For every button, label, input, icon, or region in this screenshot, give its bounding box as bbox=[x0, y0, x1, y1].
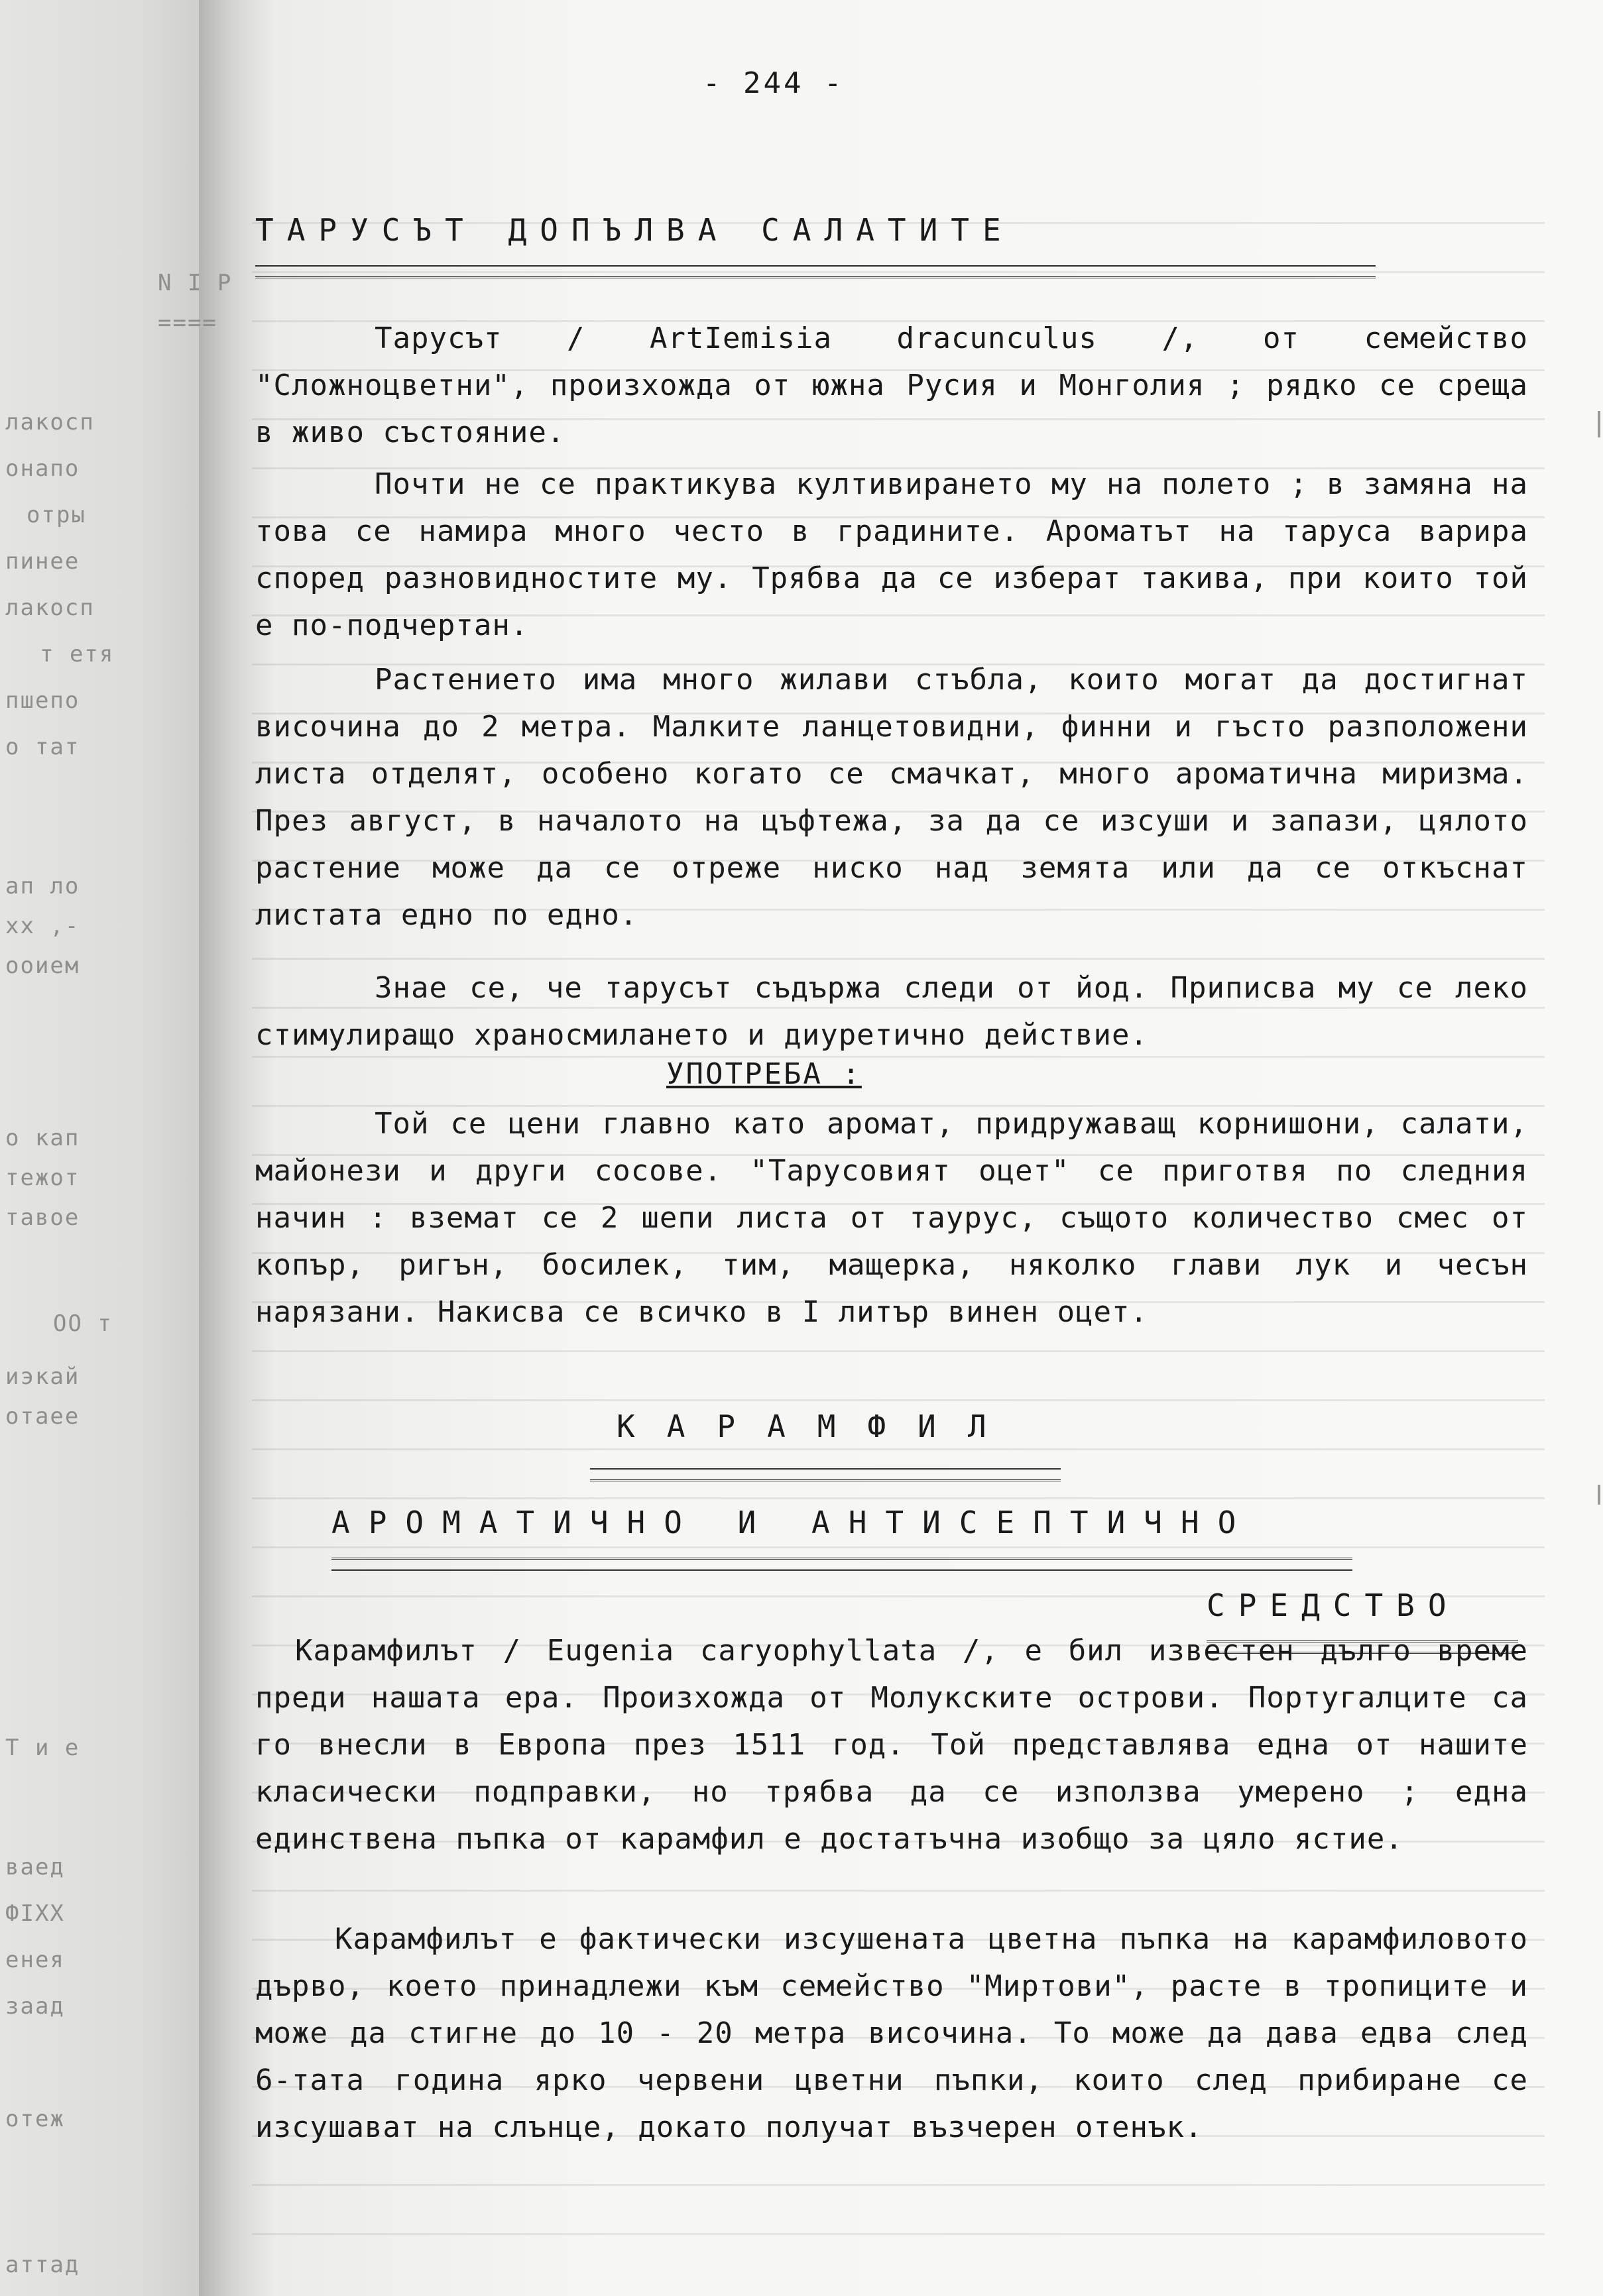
edge-fragment: лакосп bbox=[5, 595, 95, 621]
edge-fragment: Т и е bbox=[5, 1735, 80, 1761]
section-subtitle-line2: СРЕДСТВО bbox=[1207, 1587, 1460, 1623]
edge-fragment: тавое bbox=[5, 1204, 80, 1231]
edge-fragment: ап ло bbox=[5, 873, 80, 899]
usage-subheading: УПОТРЕБА : bbox=[666, 1057, 862, 1091]
edge-fragment: аттад bbox=[5, 2252, 80, 2278]
paragraph: Тарусът / ArtIemisia dracunculus /, от семейство "Сложноцветни", произхожда от южна Русия и Монголия ; рядко се среща в живо състояние. bbox=[255, 321, 1528, 449]
page-number: - 244 - bbox=[703, 66, 845, 100]
edge-fragment: лакосп bbox=[5, 409, 95, 435]
edge-fragment: ==== bbox=[158, 310, 217, 336]
section-title-tarragon: ТАРУСЪТ ДОПЪЛВА САЛАТИТЕ bbox=[255, 212, 1014, 248]
section-subtitle-line1: АРОМАТИЧНО И АНТИСЕПТИЧНО bbox=[331, 1505, 1255, 1540]
edge-fragment: ФIXX bbox=[5, 1900, 65, 1927]
edge-fragment: онапо bbox=[5, 455, 80, 482]
edge-fragment: заад bbox=[5, 1993, 65, 2020]
section-title-clove: КАРАМФИЛ bbox=[617, 1408, 1018, 1444]
edge-fragment: отаее bbox=[5, 1403, 80, 1430]
edge-fragment: пшепо bbox=[5, 687, 80, 714]
usage-paragraph: Той се цени главно като аромат, придружаващ корнишони, салати, майонези и други сосове. "Тарусовият оцет" се приготвя по следния начин : вземат се 2 шепи листа от таурус, същото количество смес от копър, ригън, босилек, тим, мащерка, няколко глави лук и чесън нарязани. Накисва се всичко в I литър винен оцет. bbox=[255, 1107, 1528, 1329]
subtitle-underline bbox=[331, 1558, 1352, 1571]
edge-fragment: иэкай bbox=[5, 1363, 80, 1390]
paragraph: Карамфилът е фактически изсушената цветна пъпка на карамфиловото дърво, което принадлежи към семейство "Миртови", расте в тропиците и може да стигне до 10 - 20 метра височина. То може да дава едва след 6-тата година ярко червени цветни пъпки, които след прибиране се изсушават на слънце, докато получат възчерен отенък. bbox=[255, 1922, 1528, 2144]
title-underline bbox=[255, 265, 1376, 278]
edge-fragment: т етя bbox=[40, 641, 115, 667]
edge-fragment: о тат bbox=[5, 734, 80, 760]
edge-fragment: хх ,- bbox=[5, 913, 80, 939]
edge-fragment: ваед bbox=[5, 1854, 65, 1880]
margin-mark bbox=[1598, 411, 1600, 437]
edge-fragment: отры bbox=[27, 502, 86, 528]
paragraph: Растението има много жилави стъбла, които могат да достигнат височина до 2 метра. Малките ланцетовидни, финни и гъсто разположени листа отделят, особено когато се смачкат, много ароматична миризма. През август, в началото на цъфтежа, за да се изсуши и запази, цялото растение може да се отреже ниско над земята или да се откъснат листата едно по едно. bbox=[255, 663, 1528, 932]
paragraph: Знае се, че тарусът съдържа следи от йод. Приписва му се леко стимулиращо храносмилането и диуретично действие. bbox=[255, 971, 1528, 1052]
paragraph: Карамфилът / Eugenia caryophyllata /, е бил известен дълго време преди нашата ера. Произхожда от Молукските острови. Португалците са го внесли в Европа през 1511 год. Той представлява една от нашите класически подправки, но трябва да се използва умерено ; една единствена пъпка от карамфил е достатъчна изобщо за цяло ястие. bbox=[255, 1634, 1528, 1856]
edge-fragment: N I P bbox=[158, 270, 233, 296]
edge-fragment: тежот bbox=[5, 1165, 80, 1191]
edge-fragment: ОО т bbox=[53, 1310, 113, 1337]
margin-mark bbox=[1598, 1485, 1600, 1505]
paragraph: Почти не се практикува култивирането му на полето ; в замяна на това се намира много често в градините. Ароматът на таруса варира според разновидностите му. Трябва да се изберат такива, при които той е по-подчертан. bbox=[255, 467, 1528, 642]
edge-fragment: ооием bbox=[5, 952, 80, 979]
edge-fragment: енея bbox=[5, 1947, 65, 1973]
edge-fragment: о кап bbox=[5, 1125, 80, 1151]
edge-fragment: пинее bbox=[5, 548, 80, 575]
edge-fragment: отеж bbox=[5, 2106, 65, 2132]
title-underline bbox=[590, 1468, 1061, 1481]
